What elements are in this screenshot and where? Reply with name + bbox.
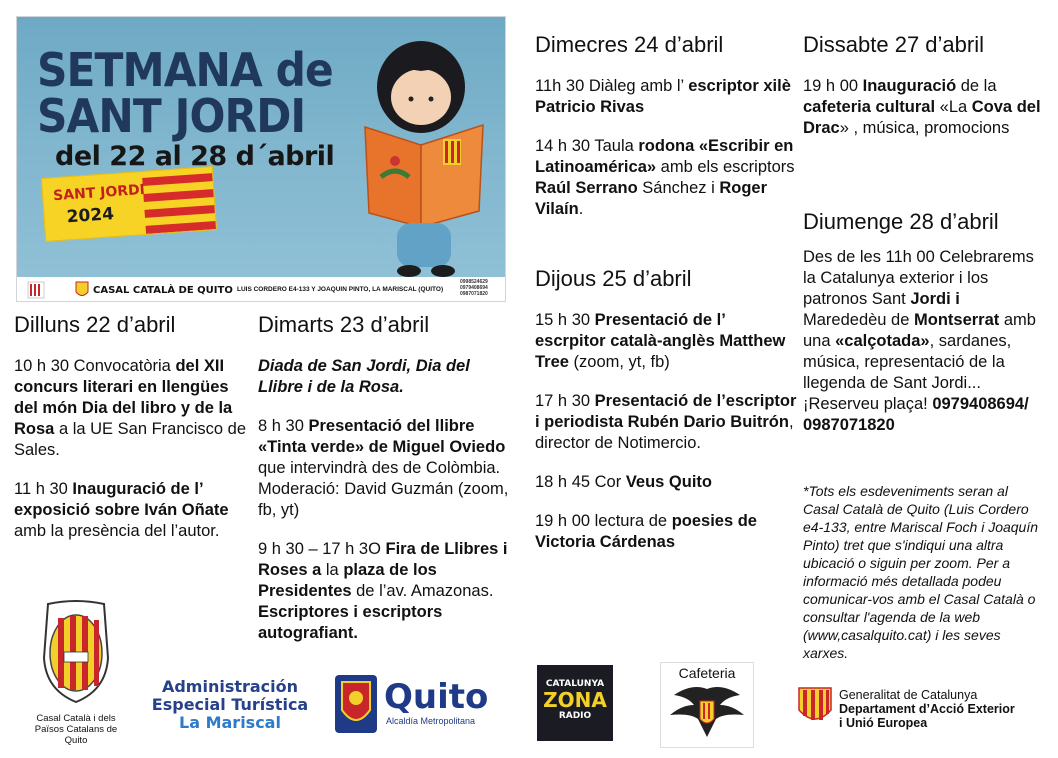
saturday-item: 19 h 00 Inauguració de la cafeteria cultural «La Cova del Drac» , música, promocions bbox=[803, 77, 1041, 137]
banner-title-line2: SANT JORDI bbox=[37, 89, 306, 143]
banner-footer-address: LUIS CORDERO E4-133 Y JOAQUIN PINTO, LA MARISCAL (QUITO) bbox=[237, 286, 444, 293]
radio-line2: ZONA bbox=[543, 688, 607, 712]
wednesday-item-2: 14 h 30 Taula rodona «Escribir en Latinoamérica» amb els escriptors Raúl Serrano Sánchez i Roger Vilaín. bbox=[535, 137, 795, 218]
banner-footer bbox=[17, 277, 506, 302]
thursday-heading: Dijous 25 d’abril bbox=[535, 266, 692, 291]
monday-heading: Dilluns 22 d’abril bbox=[14, 312, 176, 337]
cafeteria-label: Cafeteria bbox=[678, 665, 736, 681]
generalitat-small-logo bbox=[27, 281, 45, 299]
casal-logo-caption: Casal Català i dels Països Catalans de Quito bbox=[34, 713, 118, 746]
quito-logo bbox=[334, 674, 504, 736]
monday-item-1: 10 h 30 Convocatòria del XII concurs literari en llengües del món Dia del libro y de la Rosa a la UE San Francisco de Sales. bbox=[14, 357, 247, 459]
radio-line3: RADIO bbox=[558, 711, 592, 721]
banner-dates: del 22 al 28 d´abril bbox=[55, 141, 335, 172]
generalitat-line3: i Unió Europea bbox=[839, 716, 928, 730]
catalunya-zona-radio-logo bbox=[537, 665, 613, 741]
thursday-item-3: 18 h 45 Cor Veus Quito bbox=[535, 473, 712, 491]
tuesday-section bbox=[258, 312, 518, 662]
generalitat-logo bbox=[797, 686, 1047, 730]
boy-reading-illustration bbox=[335, 27, 505, 277]
quito-word: Quito bbox=[384, 677, 489, 717]
sunday-section bbox=[803, 209, 1043, 454]
banner-footer-phones: 0998524629 0979408694 0987071820 bbox=[460, 279, 488, 297]
badge-title: SANT JORDI bbox=[52, 181, 146, 205]
generalitat-line2: Departament d’Acció Exterior bbox=[839, 702, 1015, 716]
generalitat-line1: Generalitat de Catalunya bbox=[839, 688, 978, 702]
saturday-section bbox=[803, 32, 1043, 157]
sant-jordi-badge bbox=[41, 166, 217, 242]
monday-section bbox=[14, 312, 250, 560]
sunday-heading: Diumenge 28 d’abril bbox=[803, 209, 999, 234]
wednesday-heading: Dimecres 24 d’abril bbox=[535, 32, 724, 57]
thursday-item-4: 19 h 00 lectura de poesies de Victoria Cárdenas bbox=[535, 512, 757, 551]
generalitat-emblem-icon bbox=[797, 686, 833, 726]
tuesday-heading: Dimarts 23 d’abril bbox=[258, 312, 430, 337]
sunday-phones: 0979408694/ 0987071820 bbox=[803, 395, 1029, 434]
cafeteria-logo bbox=[660, 662, 754, 748]
casal-shield-icon bbox=[28, 598, 124, 706]
casal-small-shield-icon bbox=[75, 281, 89, 299]
admin-logo-line2: Especial Turística bbox=[151, 695, 309, 714]
badge-year: 2024 bbox=[66, 204, 115, 228]
admin-turistica-logo bbox=[140, 678, 320, 732]
banner-title-line1: SETMANA de bbox=[37, 43, 333, 97]
wednesday-item-1: 11h 30 Diàleg amb l’ escriptor xilè Patricio Rivas bbox=[535, 77, 791, 116]
events-note: *Tots els esdeveniments seran al Casal Català de Quito (Luis Cordero e4-133, entre Mariscal Foch i Joaquín Pinto) tret que s'indiqui una altra ubicació o siguin per zoom. Per a informació més detallada podeu comunicar-vos amb el Casal Català o consultar l'agenda de la web (www,casalquito.cat) i les seves xarxes. bbox=[803, 483, 1039, 661]
wednesday-section bbox=[535, 32, 803, 238]
tuesday-item-1: 8 h 30 Presentació del llibre «Tinta verde» de Miguel Oviedo que intervindrà des de Colòmbia. Moderació: David Guzmán (zoom, fb, yt) bbox=[258, 417, 509, 519]
radio-line1: CATALUNYA bbox=[545, 679, 605, 689]
admin-logo-line3: La Mariscal bbox=[179, 713, 281, 732]
tuesday-item-2: 9 h 30 – 17 h 3O Fira de Llibres i Roses a la plaza de los Presidentes de l’av. Amazonas. Escriptores i escriptors autografiant. bbox=[258, 540, 508, 642]
sunday-item: Des de les 11h 00 Celebrarems la Catalunya exterior i los patronos Sant Jordi i Marededèu de Montserrat amb una «calçotada», sardanes, música, representació de la llegenda de Sant Jordi... ¡Reserveu plaça! 0979408694/ 0987071820 bbox=[803, 248, 1036, 434]
quito-subtitle: Alcaldía Metropolitana bbox=[386, 716, 476, 726]
quito-coat-of-arms-icon bbox=[334, 674, 378, 734]
dragon-icon bbox=[662, 681, 752, 741]
admin-logo-line1: Administración bbox=[161, 677, 299, 696]
thursday-section bbox=[535, 266, 797, 571]
event-banner bbox=[16, 16, 506, 302]
tuesday-intro: Diada de San Jordi, Dia del Llibre i de la Rosa. bbox=[258, 357, 470, 396]
monday-item-2: 11 h 30 Inauguració de l’ exposició sobre Iván Oñate amb la presència del l’autor. bbox=[14, 480, 229, 540]
saturday-heading: Dissabte 27 d’abril bbox=[803, 32, 984, 57]
thursday-item-1: 15 h 30 Presentació de l’ escrpitor català-anglès Matthew Tree (zoom, yt, fb) bbox=[535, 311, 786, 371]
casal-catala-logo bbox=[28, 598, 124, 748]
thursday-item-2: 17 h 30 Presentació de l’escriptor i periodista Rubén Dario Buitrón, director de Notimercio. bbox=[535, 392, 797, 452]
banner-footer-name: CASAL CATALÀ DE QUITO bbox=[93, 285, 233, 296]
